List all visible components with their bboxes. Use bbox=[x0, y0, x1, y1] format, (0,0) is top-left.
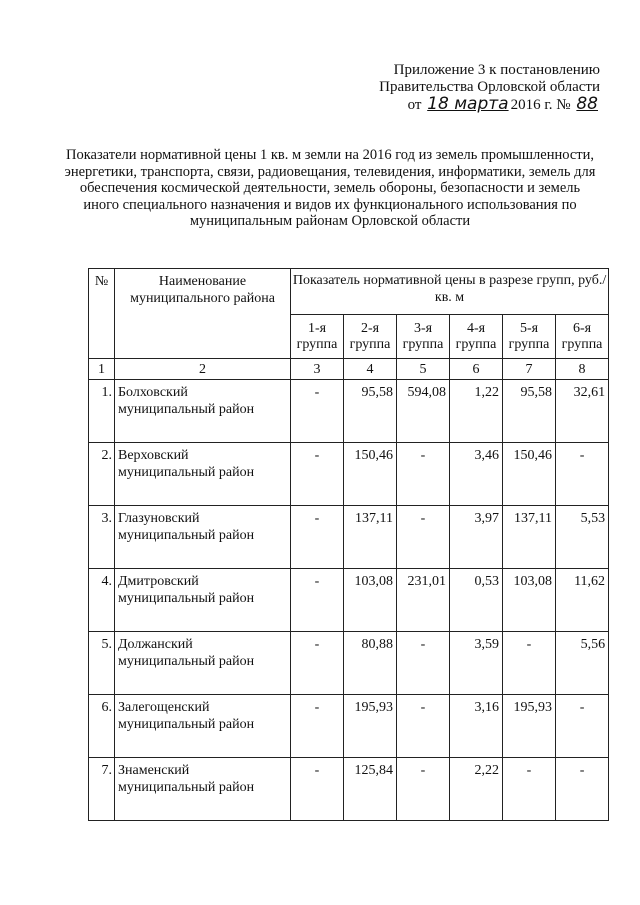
district-name: Знаменский муниципальный район bbox=[115, 758, 291, 821]
price-group-2-cell: 103,08 bbox=[344, 569, 397, 632]
row-number: 5. bbox=[89, 632, 115, 695]
price-table bbox=[88, 268, 609, 821]
table-row bbox=[89, 569, 609, 632]
price-group-5-cell: 195,93 bbox=[503, 695, 556, 758]
column-index-cell: 3 bbox=[291, 359, 344, 380]
table-row bbox=[89, 695, 609, 758]
column-index-cell: 4 bbox=[344, 359, 397, 380]
price-group-6-cell: 11,62 bbox=[556, 569, 609, 632]
appendix-line-2: Правительства Орловской области bbox=[379, 79, 600, 95]
table-row bbox=[89, 443, 609, 506]
price-group-6-cell: 5,53 bbox=[556, 506, 609, 569]
price-group-4-cell: 3,16 bbox=[450, 695, 503, 758]
district-name: Должанский муниципальный район bbox=[115, 632, 291, 695]
price-group-2-cell: 150,46 bbox=[344, 443, 397, 506]
price-group-6-cell: - bbox=[556, 758, 609, 821]
price-group-1-cell: - bbox=[291, 632, 344, 695]
price-group-3-cell: - bbox=[397, 506, 450, 569]
price-group-2-cell: 95,58 bbox=[344, 380, 397, 443]
price-group-4-cell: 1,22 bbox=[450, 380, 503, 443]
table-row bbox=[89, 632, 609, 695]
column-index-cell: 2 bbox=[115, 359, 291, 380]
row-number: 2. bbox=[89, 443, 115, 506]
header-group-1: 1-я группа bbox=[291, 315, 344, 359]
price-group-2-cell: 80,88 bbox=[344, 632, 397, 695]
price-group-5-cell: 95,58 bbox=[503, 380, 556, 443]
price-group-4-cell: 3,59 bbox=[450, 632, 503, 695]
header-district-name: Наименование муниципального района bbox=[115, 269, 291, 359]
column-index-cell: 8 bbox=[556, 359, 609, 380]
price-group-3-cell: 231,01 bbox=[397, 569, 450, 632]
row-number: 7. bbox=[89, 758, 115, 821]
table-row bbox=[89, 380, 609, 443]
price-group-1-cell: - bbox=[291, 569, 344, 632]
price-group-3-cell: - bbox=[397, 443, 450, 506]
price-group-2-cell: 125,84 bbox=[344, 758, 397, 821]
handwritten-number: 88 bbox=[576, 94, 598, 114]
price-group-3-cell: 594,08 bbox=[397, 380, 450, 443]
table-row bbox=[89, 758, 609, 821]
header-group-2: 2-я группа bbox=[344, 315, 397, 359]
price-group-1-cell: - bbox=[291, 443, 344, 506]
header-group-5: 5-я группа bbox=[503, 315, 556, 359]
column-index-cell: 6 bbox=[450, 359, 503, 380]
document-title: Показатели нормативной цены 1 кв. м земли на 2016 год из земель промышленности, энергетики, транспорта, связи, радиовещания, телевидения, информатики, земель для обеспечения космической деятельности, земель обороны, безопасности и земель иного специального назначения и видов их функционального использования по муниципальным районам Орловской области bbox=[64, 147, 596, 229]
district-name: Глазуновский муниципальный район bbox=[115, 506, 291, 569]
price-group-5-cell: - bbox=[503, 758, 556, 821]
price-group-4-cell: 0,53 bbox=[450, 569, 503, 632]
appendix-line-1: Приложение 3 к постановлению bbox=[393, 62, 600, 78]
appendix-line-3 bbox=[340, 96, 600, 114]
year-number-label: 2016 г. № bbox=[510, 97, 571, 113]
price-group-2-cell: 137,11 bbox=[344, 506, 397, 569]
price-group-6-cell: - bbox=[556, 695, 609, 758]
row-number: 6. bbox=[89, 695, 115, 758]
appendix-header bbox=[340, 62, 600, 114]
price-group-1-cell: - bbox=[291, 758, 344, 821]
header-price-groups: Показатель нормативной цены в разрезе групп, руб./кв. м bbox=[291, 269, 609, 315]
price-group-6-cell: - bbox=[556, 443, 609, 506]
price-group-3-cell: - bbox=[397, 632, 450, 695]
district-name: Дмитровский муниципальный район bbox=[115, 569, 291, 632]
header-group-4: 4-я группа bbox=[450, 315, 503, 359]
price-group-5-cell: 150,46 bbox=[503, 443, 556, 506]
district-name: Залегощенский муниципальный район bbox=[115, 695, 291, 758]
price-group-6-cell: 32,61 bbox=[556, 380, 609, 443]
price-group-1-cell: - bbox=[291, 380, 344, 443]
column-index-cell: 5 bbox=[397, 359, 450, 380]
price-group-1-cell: - bbox=[291, 695, 344, 758]
price-group-3-cell: - bbox=[397, 758, 450, 821]
district-name: Верховский муниципальный район bbox=[115, 443, 291, 506]
price-group-4-cell: 3,97 bbox=[450, 506, 503, 569]
date-prefix: от bbox=[407, 97, 422, 113]
handwritten-date: 18 марта bbox=[427, 94, 509, 114]
header-number: № bbox=[89, 269, 115, 359]
price-group-3-cell: - bbox=[397, 695, 450, 758]
district-name: Болховский муниципальный район bbox=[115, 380, 291, 443]
price-group-5-cell: - bbox=[503, 632, 556, 695]
column-index-cell: 7 bbox=[503, 359, 556, 380]
price-group-6-cell: 5,56 bbox=[556, 632, 609, 695]
column-index-cell: 1 bbox=[89, 359, 115, 380]
price-group-1-cell: - bbox=[291, 506, 344, 569]
row-number: 1. bbox=[89, 380, 115, 443]
price-group-4-cell: 2,22 bbox=[450, 758, 503, 821]
column-index-row bbox=[89, 359, 609, 380]
price-group-2-cell: 195,93 bbox=[344, 695, 397, 758]
table-row bbox=[89, 506, 609, 569]
price-group-5-cell: 103,08 bbox=[503, 569, 556, 632]
row-number: 3. bbox=[89, 506, 115, 569]
row-number: 4. bbox=[89, 569, 115, 632]
header-group-6: 6-я группа bbox=[556, 315, 609, 359]
header-group-3: 3-я группа bbox=[397, 315, 450, 359]
price-group-5-cell: 137,11 bbox=[503, 506, 556, 569]
price-group-4-cell: 3,46 bbox=[450, 443, 503, 506]
